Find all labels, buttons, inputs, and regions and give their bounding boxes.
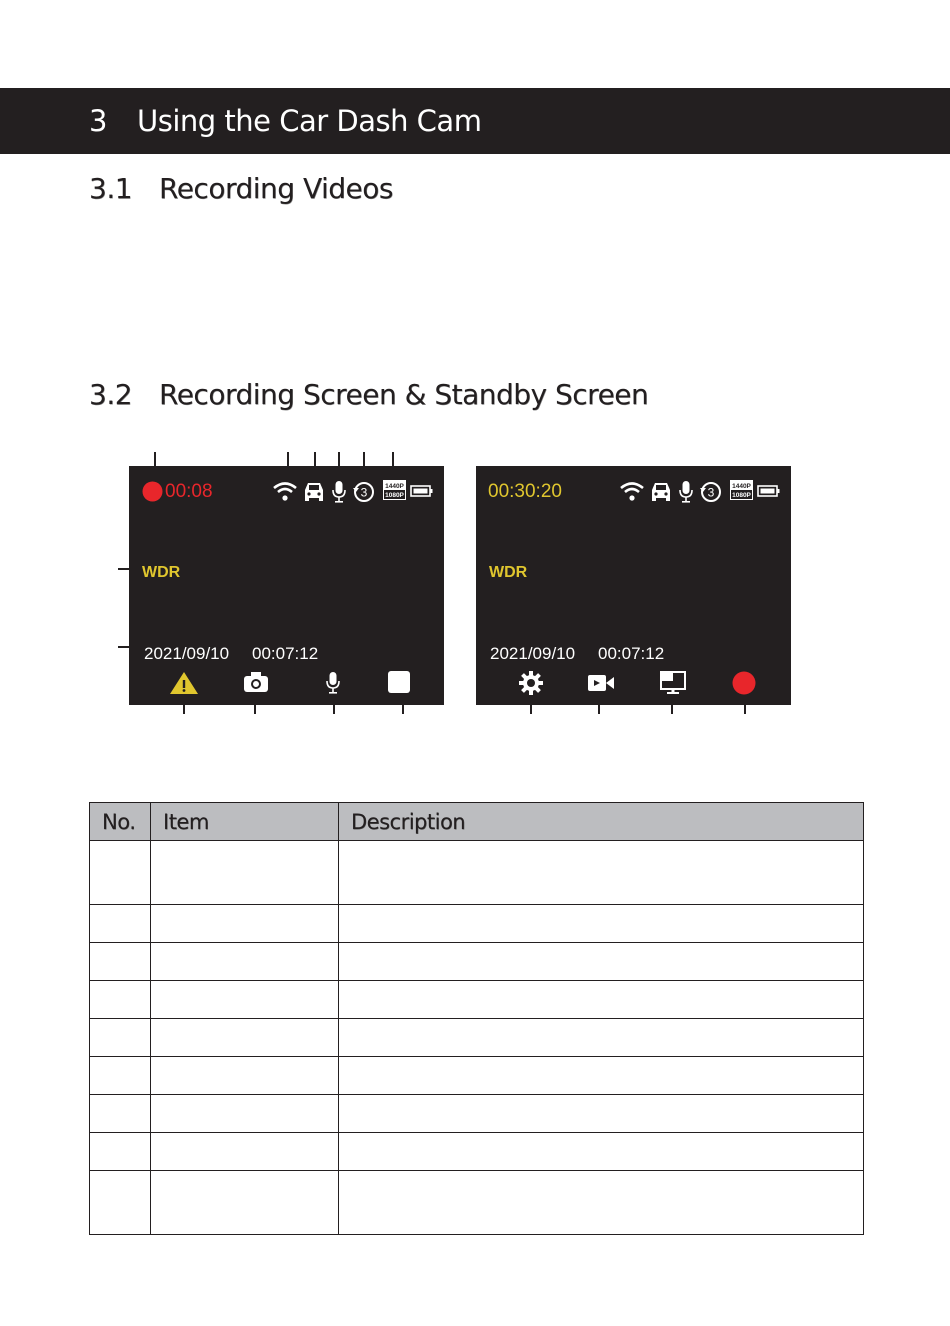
table-header-row <box>90 803 864 841</box>
clock-display: 00:07:12 <box>252 644 319 663</box>
svg-text:3: 3 <box>360 485 368 500</box>
svg-text:1440P: 1440P <box>732 483 751 490</box>
table-cell <box>151 1171 339 1235</box>
svg-text:1080P: 1080P <box>385 492 404 499</box>
table-cell <box>90 1019 151 1057</box>
table-row <box>90 981 864 1019</box>
car-icon <box>649 480 673 502</box>
date-display: 2021/09/10 <box>490 644 576 663</box>
battery-icon <box>410 485 433 497</box>
record-button-icon[interactable] <box>732 671 756 695</box>
table-cell <box>90 1133 151 1171</box>
column-header: Item <box>151 803 339 841</box>
table-cell <box>90 1095 151 1133</box>
video-playback-icon[interactable] <box>587 673 615 693</box>
table-cell <box>151 943 339 981</box>
display-switch-icon[interactable] <box>660 671 686 695</box>
settings-icon[interactable] <box>519 671 543 695</box>
stop-icon[interactable] <box>388 671 410 693</box>
microphone-icon <box>678 480 694 504</box>
table-cell <box>339 905 864 943</box>
resolution-icon <box>730 480 753 500</box>
table-cell <box>339 1171 864 1235</box>
remaining-time: 00:30:20 <box>488 481 562 502</box>
table-cell <box>339 943 864 981</box>
table-row <box>90 943 864 981</box>
section-title: Recording Videos <box>159 172 393 205</box>
table-cell <box>90 841 151 905</box>
column-header: No. <box>90 803 151 841</box>
wifi-icon <box>619 480 645 502</box>
table-cell <box>90 1057 151 1095</box>
table-cell <box>339 1133 864 1171</box>
table-cell <box>339 1057 864 1095</box>
wdr-label: WDR <box>142 564 181 581</box>
table-cell <box>90 981 151 1019</box>
table-cell <box>151 1057 339 1095</box>
table-cell <box>90 905 151 943</box>
emergency-lock-icon[interactable] <box>169 671 199 695</box>
table-row <box>90 1019 864 1057</box>
table-cell <box>151 1095 339 1133</box>
table-row <box>90 1133 864 1171</box>
standby-screen <box>476 466 791 705</box>
record-indicator-icon <box>142 481 163 502</box>
table-row <box>90 1057 864 1095</box>
date-display: 2021/09/10 <box>144 644 230 663</box>
svg-text:1440P: 1440P <box>385 483 404 490</box>
table-cell <box>339 1095 864 1133</box>
chapter-number: 3 <box>89 104 107 138</box>
section-number: 3.1 <box>89 172 133 205</box>
clock-display: 00:07:12 <box>598 644 665 663</box>
resolution-icon <box>383 480 406 500</box>
wdr-label: WDR <box>489 564 528 581</box>
loop-recording-icon <box>352 480 376 504</box>
battery-icon <box>757 485 780 497</box>
table-cell <box>339 841 864 905</box>
table-cell <box>151 905 339 943</box>
table-cell <box>151 1019 339 1057</box>
table-row <box>90 905 864 943</box>
column-header: Description <box>339 803 864 841</box>
microphone-button-icon[interactable] <box>325 671 341 695</box>
recording-screen <box>129 466 444 705</box>
recording-time: 00:08 <box>165 481 213 502</box>
table-row <box>90 1095 864 1133</box>
table-row <box>90 1171 864 1235</box>
table-cell <box>90 1171 151 1235</box>
item-description-table <box>89 802 864 1235</box>
car-icon <box>302 480 326 502</box>
section-title: Recording Screen & Standby Screen <box>159 378 649 411</box>
table-cell <box>151 841 339 905</box>
table-row <box>90 841 864 905</box>
table-cell <box>339 1019 864 1057</box>
table-cell <box>151 1133 339 1171</box>
svg-text:1080P: 1080P <box>732 492 751 499</box>
svg-text:3: 3 <box>707 485 715 500</box>
table-cell <box>151 981 339 1019</box>
section-number: 3.2 <box>89 378 133 411</box>
wifi-icon <box>272 480 298 502</box>
chapter-title: Using the Car Dash Cam <box>137 104 482 138</box>
table-cell <box>90 943 151 981</box>
table-cell <box>339 981 864 1019</box>
camera-icon[interactable] <box>243 671 269 693</box>
loop-recording-icon <box>699 480 723 504</box>
microphone-icon <box>331 480 347 504</box>
